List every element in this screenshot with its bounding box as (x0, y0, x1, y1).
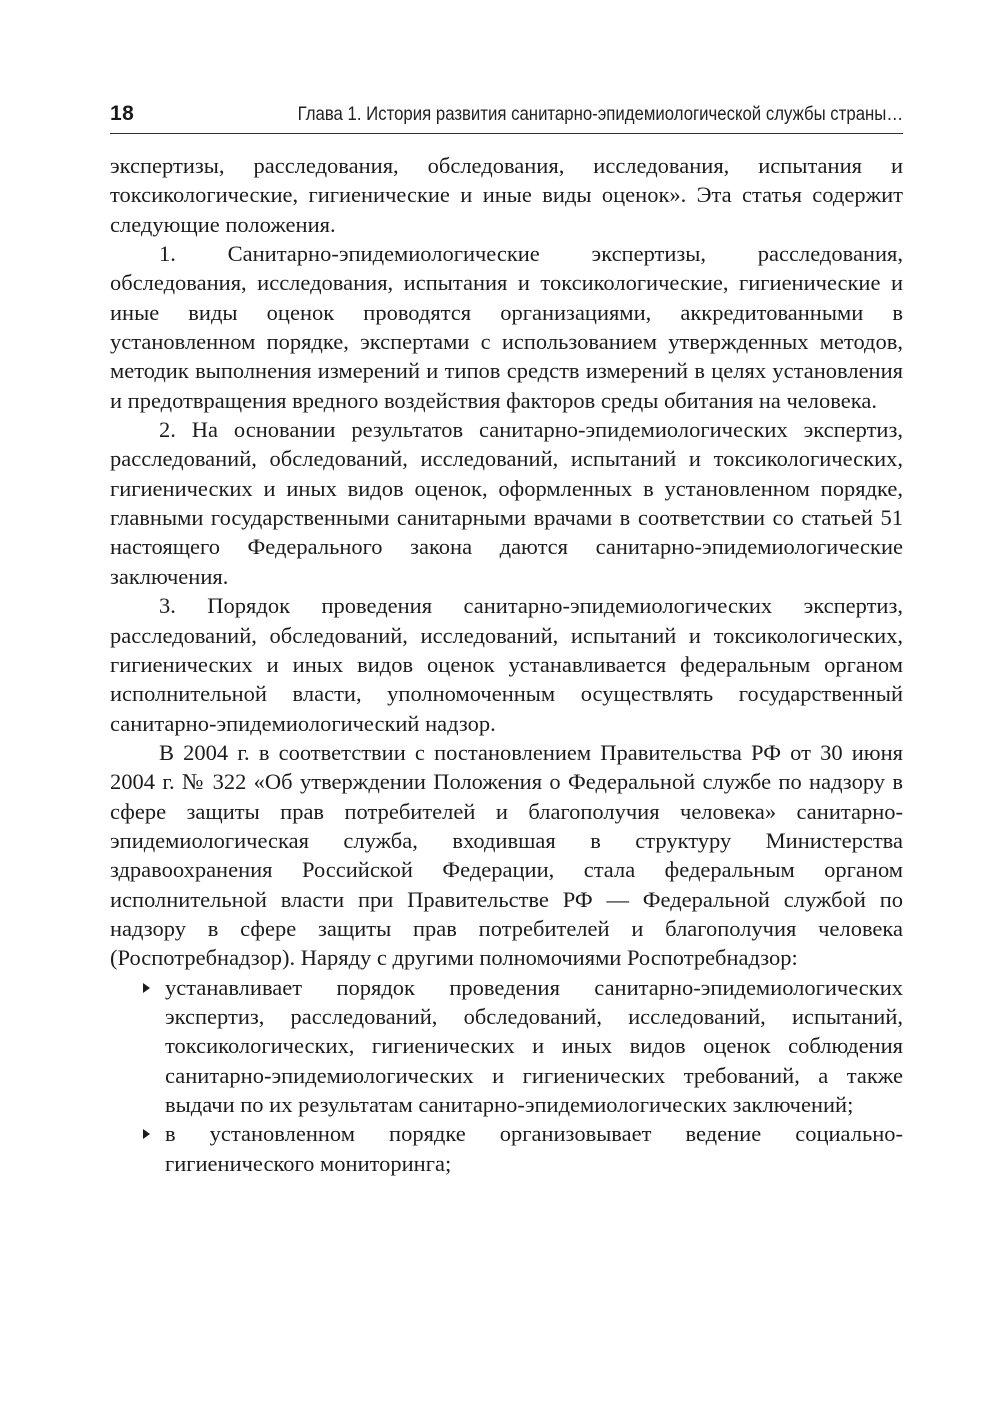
running-header (110, 98, 903, 134)
chapter-title: Глава 1. История развития санитарно-эпидемиологической службы страны… (297, 103, 903, 125)
paragraph: 2. На основании результатов санитарно-эпидемиологических экспертиз, расследований, обследований, исследований, испытаний и токсикологических, гигиенических и иных видов оценок, оформленных в установленном порядке, главными государственными санитарными врачами в соответствии со статьей 51 настоящего Федерального закона даются санитарно-эпидемиологические заключения. (110, 417, 903, 589)
paragraph: В 2004 г. в соответствии с постановлением Правительства РФ от 30 июня 2004 г. № 322 «Об утверждении Положения о Федеральной службе по надзору в сфере защиты прав потребителей и благополучия человека» санитарно-эпидемиологическая служба, входившая в структуру Министерства здравоохранения Российской Федерации, стала федеральным органом исполнительной власти при Правительстве РФ — Федеральной службой по надзору в сфере защиты прав потребителей и благополучия человека (Роспотребнадзор). Наряду с другими полномочиями Роспотребнадзор: (110, 739, 903, 971)
header-rule (110, 133, 903, 134)
paragraph: 3. Порядок проведения санитарно-эпидемиологических экспертиз, расследований, обследований, исследований, испытаний и токсикологических, гигиенических и иных видов оценок устанавливается федеральным органом исполнительной власти, уполномоченным осуществлять государственный санитарно-эпидемиологический надзор. (110, 593, 903, 736)
body-text (110, 151, 903, 1178)
list-item-text: устанавливает порядок проведения санитарно-эпидемиологических экспертиз, расследований, обследований, исследований, испытаний, токсикологических, гигиенических и иных видов оценок соблюдения санитарно-эпидемиологических и гигиенических требований, а также выдачи по их результатам санитарно-эпидемиологических заключений; (165, 974, 903, 1117)
list-item-text: в установленном порядке организовывает ведение социально-гигиенического мониторинга; (165, 1121, 903, 1176)
list-item (110, 973, 903, 1120)
triangle-bullet-icon (143, 983, 150, 993)
paragraph: 1. Санитарно-эпидемиологические экспертизы, расследования, обследования, исследования, испытания и токсикологические, гигиенические и иные виды оценок проводятся организациями, аккредитованными в установленном порядке, экспертами с использованием утвержденных методов, методик выполнения измерений и типов средств измерений в целях установления и предотвращения вредного воздействия факторов среды обитания на человека. (110, 241, 903, 413)
list-item (110, 1119, 903, 1178)
paragraph: экспертизы, расследования, обследования, исследования, испытания и токсикологические, гигиенические и иные виды оценок». Эта статья содержит следующие положения. (110, 153, 903, 237)
page-number: 18 (110, 102, 135, 125)
triangle-bullet-icon (143, 1129, 150, 1139)
bullet-list (110, 973, 903, 1178)
